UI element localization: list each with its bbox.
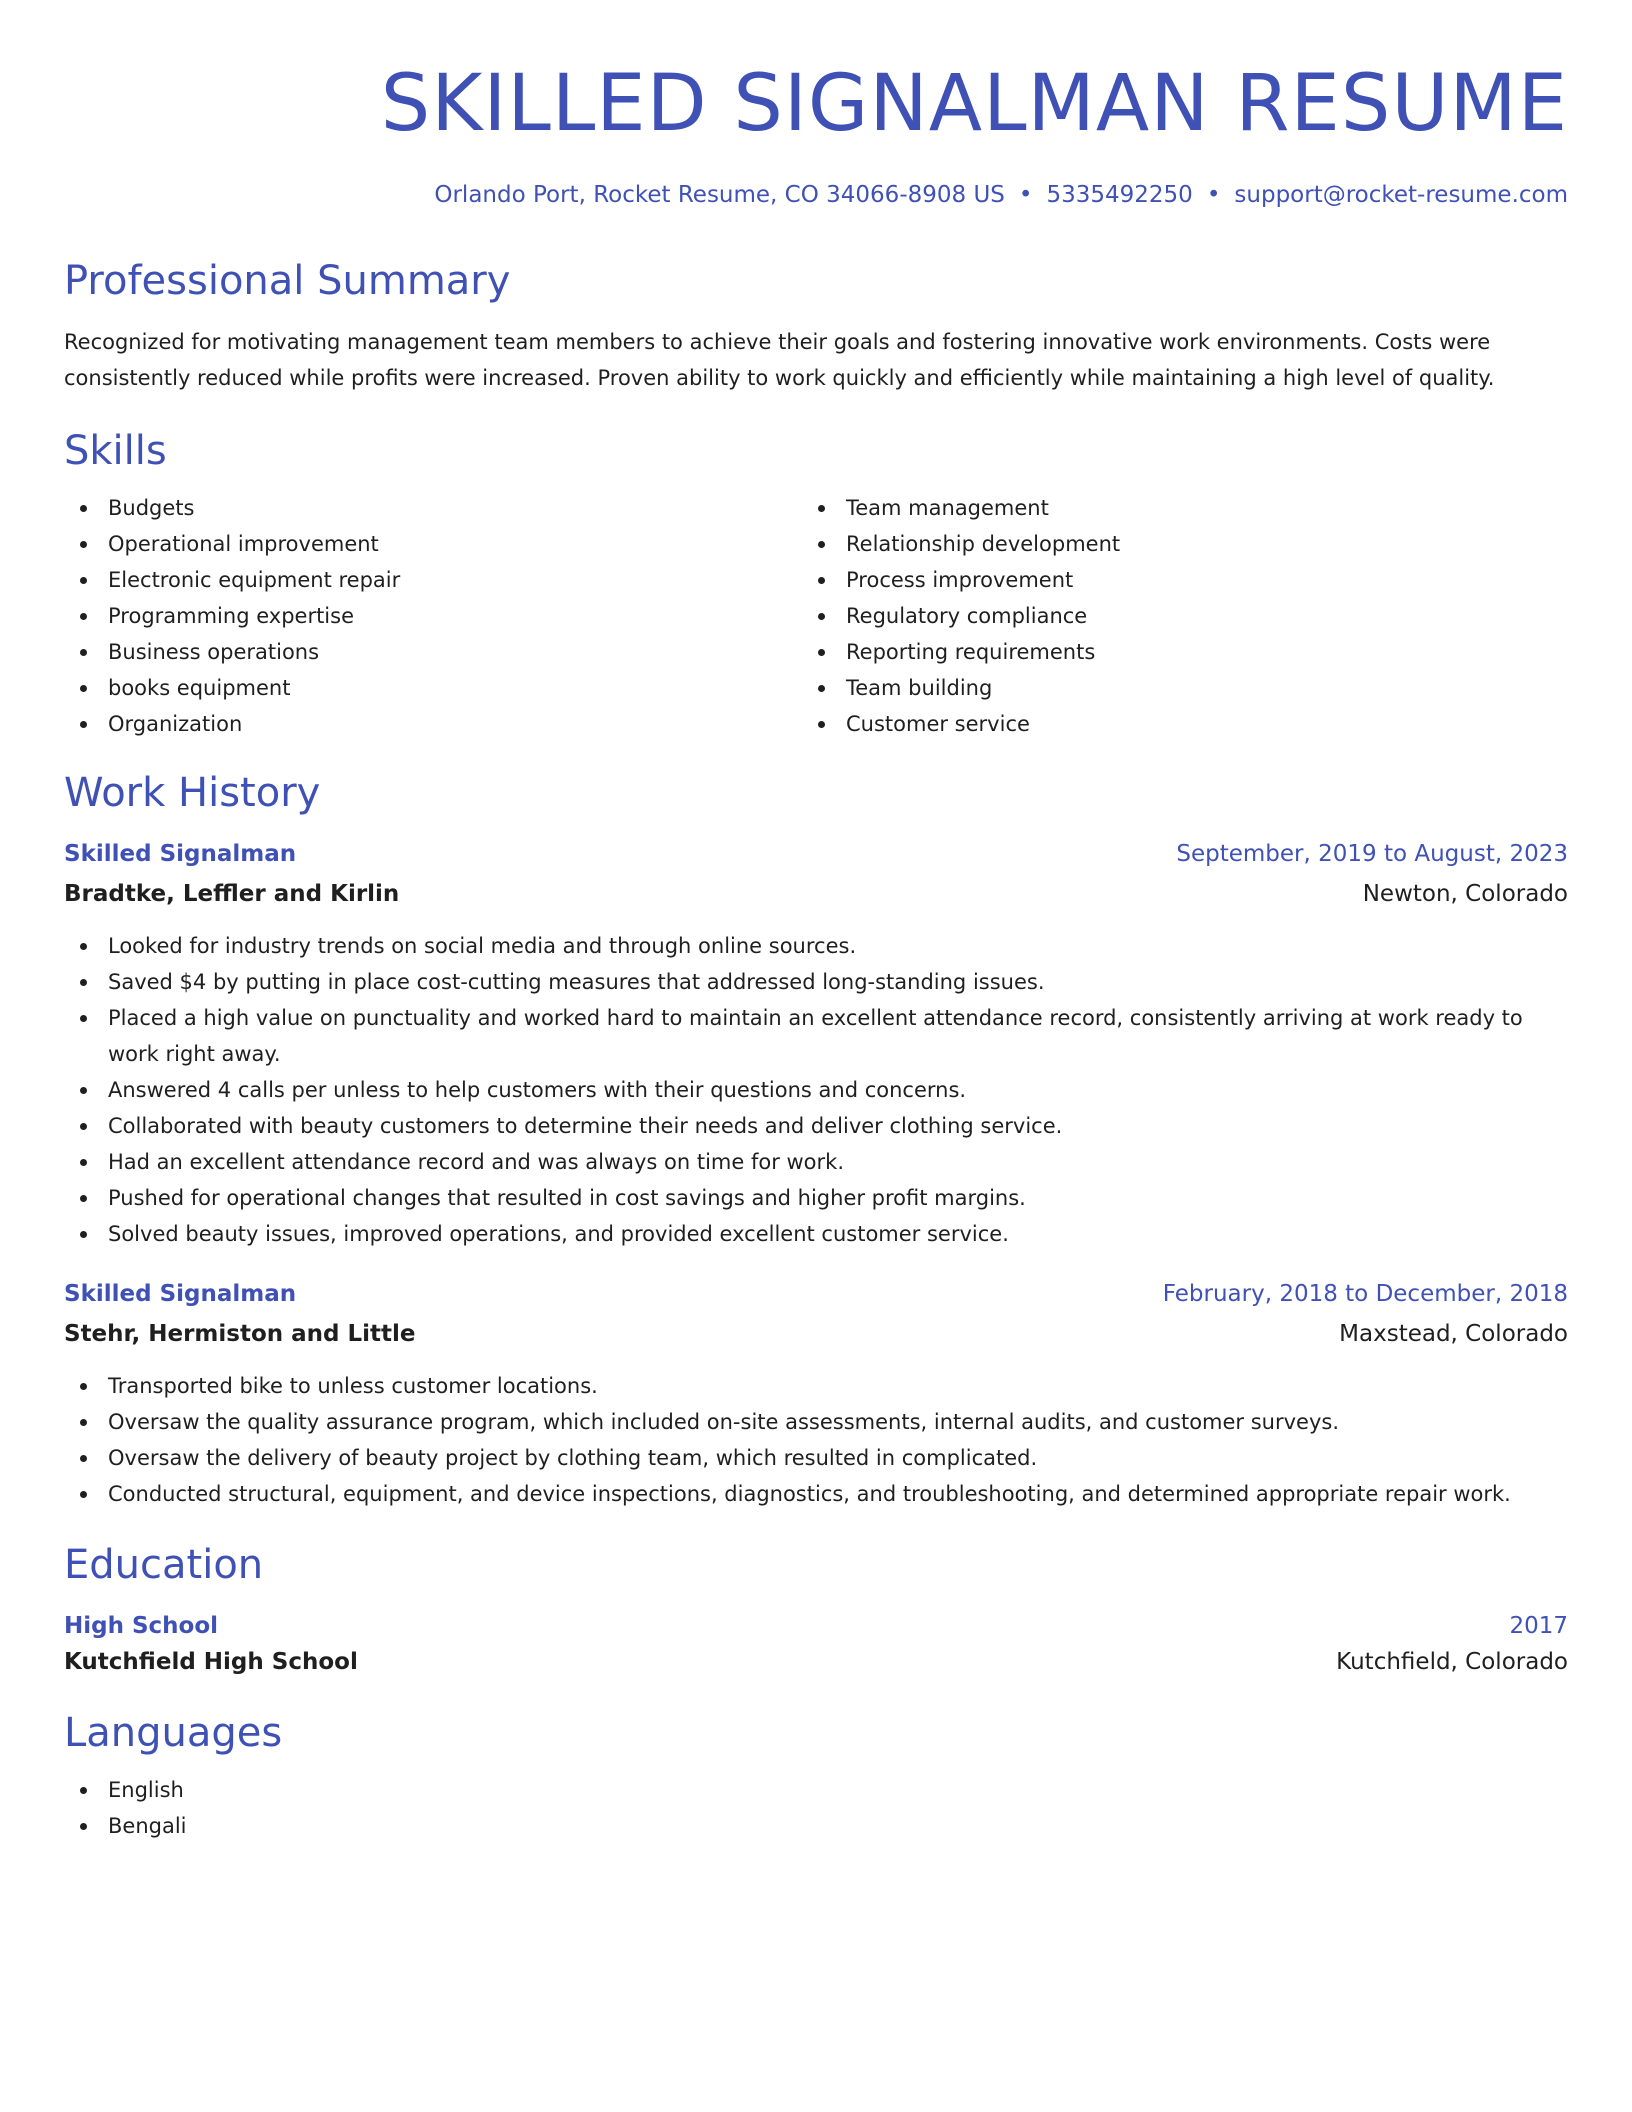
job-location: Newton, Colorado [1362,881,1568,907]
skill-item: Relationship development [802,526,1540,562]
job-company-row [64,878,1568,910]
duty-item: Collaborated with beauty customers to determine their needs and deliver clothing service. [64,1108,1568,1144]
duty-item: Transported bike to unless customer locations. [64,1368,1568,1404]
skill-item: Team building [802,670,1540,706]
duty-item: Pushed for operational changes that resulted in cost savings and higher profit margins. [64,1180,1568,1216]
skills-list [64,490,1568,742]
skill-item: Budgets [64,490,802,526]
language-item: English [64,1772,1568,1808]
resume-name: SKILLED SIGNALMAN RESUME [380,59,1568,149]
education-location: Kutchfield, Colorado [1336,1649,1568,1675]
education-heading: Education [64,1542,264,1588]
job-location: Maxstead, Colorado [1339,1321,1568,1347]
language-item: Bengali [64,1808,1568,1844]
summary-heading: Professional Summary [64,258,511,304]
skills-heading: Skills [64,428,167,474]
address: Orlando Port, Rocket Resume, CO 34066-8908 US [434,182,1005,208]
duty-item: Oversaw the delivery of beauty project by clothing team, which resulted in complicated. [64,1440,1568,1476]
languages-heading: Languages [64,1710,283,1756]
duty-item: Had an excellent attendance record and was always on time for work. [64,1144,1568,1180]
skills-column-left [64,490,802,742]
summary-text: Recognized for motivating management team members to achieve their goals and fostering innovative work environments. Costs were consistently reduced while profits were increased. Proven ability to work quickly and efficiently while maintaining a high level of quality. [64,330,1495,390]
duty-item: Answered 4 calls per unless to help customers with their questions and concerns. [64,1072,1568,1108]
skill-item: Electronic equipment repair [64,562,802,598]
duty-item: Placed a high value on punctuality and worked hard to maintain an excellent attendance record, consistently arriving at work ready to work right away. [64,1000,1568,1072]
duty-item: Conducted structural, equipment, and device inspections, diagnostics, and troubleshooting, and determined appropriate repair work. [64,1476,1568,1512]
skill-item: Regulatory compliance [802,598,1540,634]
job-entry [64,1278,1568,1512]
job-title: Skilled Signalman [64,1281,297,1307]
skill-item: Organization [64,706,802,742]
duty-item: Looked for industry trends on social media and through online sources. [64,928,1568,964]
skill-item: Operational improvement [64,526,802,562]
resume-header [64,56,1568,210]
email-link[interactable]: support@rocket-resume.com [1234,182,1568,208]
job-company-row [64,1318,1568,1350]
job-company: Bradtke, Leffler and Kirlin [64,881,400,907]
job-company: Stehr, Hermiston and Little [64,1321,416,1347]
contact-separator: • [1206,182,1221,208]
education-degree: High School [64,1613,219,1639]
job-title: Skilled Signalman [64,841,297,867]
job-entry [64,838,1568,1252]
skill-item: Team management [802,490,1540,526]
skill-item: Customer service [802,706,1540,742]
education-degree-row [64,1610,1568,1642]
phone: 5335492250 [1046,182,1193,208]
contact-separator: • [1018,182,1033,208]
job-dates: February, 2018 to December, 2018 [1162,1281,1568,1307]
duty-item: Saved $4 by putting in place cost-cutting measures that addressed long-standing issues. [64,964,1568,1000]
job-title-row [64,1278,1568,1310]
skill-item: Process improvement [802,562,1540,598]
duty-item: Oversaw the quality assurance program, which included on-site assessments, internal audits, and customer surveys. [64,1404,1568,1440]
skills-column-right [802,490,1540,742]
skill-item: Programming expertise [64,598,802,634]
languages-list [64,1772,1568,1844]
job-duties [64,1368,1568,1512]
job-duties [64,928,1568,1252]
job-title-row [64,838,1568,870]
skill-item: Business operations [64,634,802,670]
contact-line [64,180,1568,210]
job-dates: September, 2019 to August, 2023 [1176,841,1568,867]
education-school: Kutchfield High School [64,1649,358,1675]
skill-item: Reporting requirements [802,634,1540,670]
education-year: 2017 [1509,1613,1568,1639]
education-school-row [64,1646,1568,1678]
work-history-heading: Work History [64,770,321,816]
skill-item: books equipment [64,670,802,706]
duty-item: Solved beauty issues, improved operations, and provided excellent customer service. [64,1216,1568,1252]
